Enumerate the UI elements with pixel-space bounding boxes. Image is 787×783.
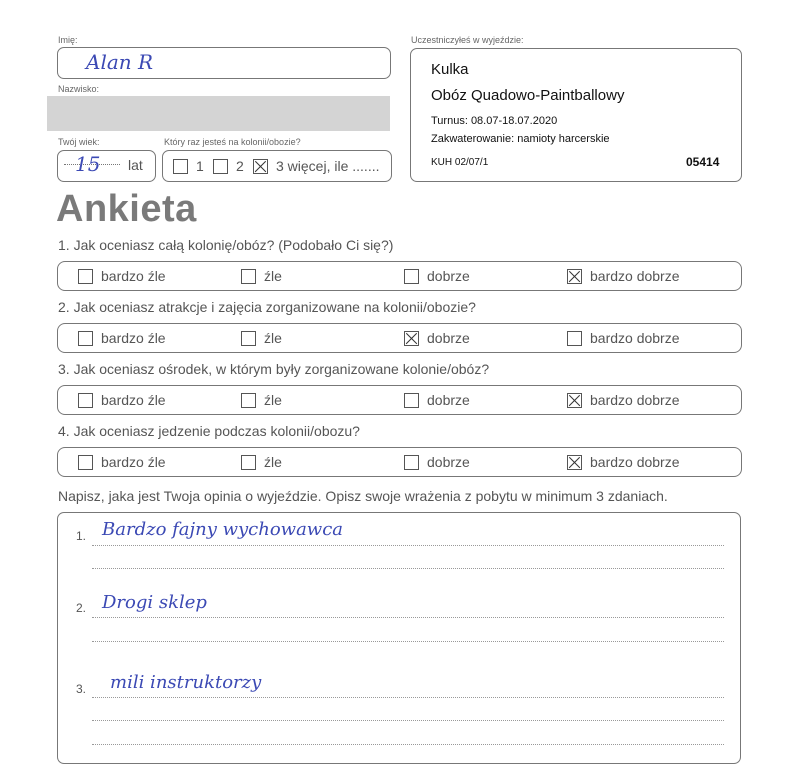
last-name-redacted bbox=[47, 96, 390, 131]
question-4-row bbox=[57, 447, 742, 477]
first-name-field[interactable] bbox=[57, 47, 391, 79]
q4-bardzo-dobrze-checkbox[interactable] bbox=[567, 455, 582, 470]
q3-bardzo-zle-label: bardzo źle bbox=[101, 392, 166, 408]
q1-bardzo-zle-label: bardzo źle bbox=[101, 268, 166, 284]
q1-bardzo-dobrze-checkbox[interactable] bbox=[567, 269, 582, 284]
question-4-text: 4. Jak oceniasz jedzenie podczas kolonii/obozu? bbox=[58, 423, 360, 439]
age-unit: lat bbox=[128, 157, 143, 173]
q2-bardzo-dobrze-label: bardzo dobrze bbox=[590, 330, 680, 346]
question-2-row bbox=[57, 323, 742, 353]
visit-3-label: 3 więcej, ile ....... bbox=[276, 158, 380, 174]
opinion-box[interactable] bbox=[57, 512, 741, 764]
q4-zle-checkbox[interactable] bbox=[241, 455, 256, 470]
q1-zle-checkbox[interactable] bbox=[241, 269, 256, 284]
q3-bardzo-dobrze-checkbox[interactable] bbox=[567, 393, 582, 408]
q4-bardzo-zle-label: bardzo źle bbox=[101, 454, 166, 470]
q2-bardzo-zle-checkbox[interactable] bbox=[78, 331, 93, 346]
q1-dobrze-checkbox[interactable] bbox=[404, 269, 419, 284]
q1-bardzo-zle-checkbox[interactable] bbox=[78, 269, 93, 284]
q2-zle-checkbox[interactable] bbox=[241, 331, 256, 346]
opinion-line-1-dots bbox=[92, 545, 724, 546]
opinion-line-3-number: 3. bbox=[76, 682, 87, 696]
question-3-row bbox=[57, 385, 742, 415]
camp-name: Obóz Quadowo-Paintballowy bbox=[431, 87, 625, 104]
question-3-text: 3. Jak oceniasz ośrodek, w którym były zorganizowane kolonie/obóz? bbox=[58, 361, 490, 377]
trip-label: Uczestniczyłeś w wyjeździe: bbox=[411, 35, 524, 45]
q4-dobrze-checkbox[interactable] bbox=[404, 455, 419, 470]
q3-zle-label: źle bbox=[264, 392, 282, 408]
trip-name: Kulka bbox=[431, 61, 469, 78]
q3-dobrze-checkbox[interactable] bbox=[404, 393, 419, 408]
turnus: Turnus: 08.07-18.07.2020 bbox=[431, 115, 558, 127]
age-field[interactable] bbox=[57, 150, 156, 182]
q2-dobrze-label: dobrze bbox=[427, 330, 470, 346]
q1-dobrze-label: dobrze bbox=[427, 268, 470, 284]
visit-1-checkbox[interactable] bbox=[173, 159, 188, 174]
visit-2-checkbox[interactable] bbox=[213, 159, 228, 174]
q3-bardzo-zle-checkbox[interactable] bbox=[78, 393, 93, 408]
q3-zle-checkbox[interactable] bbox=[241, 393, 256, 408]
opinion-line-1-text: Bardzo fajny wychowawca bbox=[102, 519, 344, 540]
q4-bardzo-zle-checkbox[interactable] bbox=[78, 455, 93, 470]
q3-bardzo-dobrze-label: bardzo dobrze bbox=[590, 392, 680, 408]
survey-title: Ankieta bbox=[56, 188, 197, 230]
question-2-text: 2. Jak oceniasz atrakcje i zajęcia zorganizowane na kolonii/obozie? bbox=[58, 299, 476, 315]
q1-bardzo-dobrze-label: bardzo dobrze bbox=[590, 268, 680, 284]
q4-zle-label: źle bbox=[264, 454, 282, 470]
visit-2-label: 2 bbox=[236, 158, 244, 174]
visit-1-label: 1 bbox=[196, 158, 204, 174]
visit-count-field[interactable] bbox=[162, 150, 392, 182]
opinion-line-2-number: 2. bbox=[76, 601, 87, 615]
opinion-line-2-dots bbox=[92, 617, 724, 618]
q3-dobrze-label: dobrze bbox=[427, 392, 470, 408]
q4-bardzo-dobrze-label: bardzo dobrze bbox=[590, 454, 680, 470]
opinion-line-1-number: 1. bbox=[76, 529, 87, 543]
trip-box bbox=[410, 48, 742, 182]
opinion-blank-line bbox=[92, 744, 724, 745]
question-1-text: 1. Jak oceniasz całą kolonię/obóz? (Podobało Ci się?) bbox=[58, 237, 394, 253]
opinion-blank-line bbox=[92, 568, 724, 569]
q2-bardzo-zle-label: bardzo źle bbox=[101, 330, 166, 346]
visit-3-checkbox[interactable] bbox=[253, 159, 268, 174]
trip-number: 05414 bbox=[686, 155, 720, 169]
opinion-line-2-text: Drogi sklep bbox=[102, 592, 207, 613]
question-1-row bbox=[57, 261, 742, 291]
q2-dobrze-checkbox[interactable] bbox=[404, 331, 419, 346]
opinion-prompt: Napisz, jaka jest Twoja opinia o wyjeździe. Opisz swoje wrażenia z pobytu w minimum 3 zdaniach. bbox=[58, 488, 668, 504]
q2-zle-label: źle bbox=[264, 330, 282, 346]
age-label: Twój wiek: bbox=[58, 137, 100, 147]
last-name-label: Nazwisko: bbox=[58, 84, 100, 94]
visit-count-label: Który raz jesteś na kolonii/obozie? bbox=[164, 137, 301, 147]
opinion-line-3-dots bbox=[92, 697, 724, 698]
first-name-value: Alan R bbox=[86, 50, 154, 74]
first-name-label: Imię: bbox=[58, 35, 78, 45]
age-value: 15 bbox=[75, 152, 101, 176]
opinion-line-3-text: mili instruktorzy bbox=[110, 672, 262, 693]
opinion-blank-line bbox=[92, 641, 724, 642]
accommodation: Zakwaterowanie: namioty harcerskie bbox=[431, 133, 610, 145]
q4-dobrze-label: dobrze bbox=[427, 454, 470, 470]
q1-zle-label: źle bbox=[264, 268, 282, 284]
opinion-blank-line bbox=[92, 720, 724, 721]
trip-code: KUH 02/07/1 bbox=[431, 157, 489, 168]
q2-bardzo-dobrze-checkbox[interactable] bbox=[567, 331, 582, 346]
